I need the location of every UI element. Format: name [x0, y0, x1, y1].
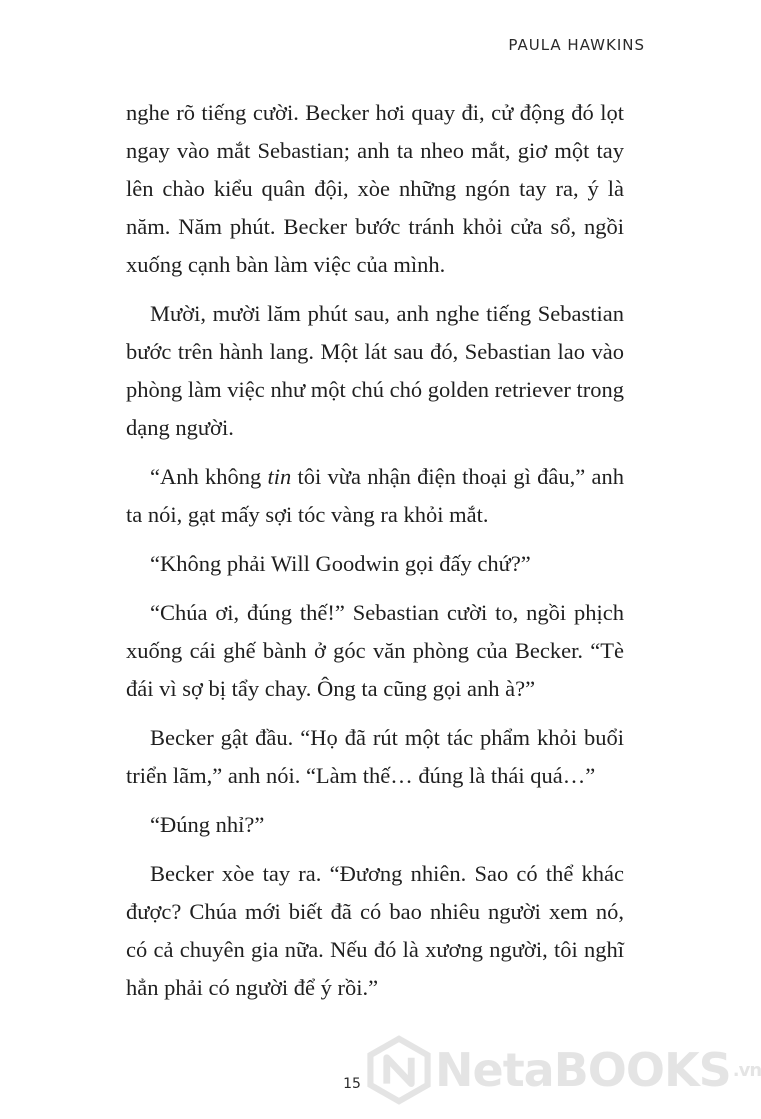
book-text [126, 94, 624, 1018]
page-number: 15 [343, 1076, 361, 1092]
netabooks-logo-icon [365, 1036, 433, 1104]
paragraph: “Không phải Will Goodwin gọi đấy chứ?” [150, 551, 531, 576]
emphasized-word: tin [267, 464, 292, 489]
paragraph-with-emphasis [126, 458, 624, 534]
watermark-suffix: .vn [732, 1059, 761, 1081]
running-header-author: PAULA HAWKINS [508, 36, 645, 54]
paragraph: Becker gật đầu. “Họ đã rút một tác phẩm khỏi buổi triển lãm,” anh nói. “Làm thế… đúng là thái quá…” [126, 725, 624, 788]
paragraph: nghe rõ tiếng cười. Becker hơi quay đi, cử động đó lọt ngay vào mắt Sebastian; anh ta nheo mắt, giơ một tay lên chào kiểu quân đội, xòe những ngón tay ra, ý là năm. Năm phút. Becker bước tránh khỏi cửa sổ, ngồi xuống cạnh bàn làm việc của mình. [126, 100, 624, 277]
watermark-brand: NetaBOOKS [435, 1043, 731, 1097]
paragraph: Mười, mười lăm phút sau, anh nghe tiếng Sebastian bước trên hành lang. Một lát sau đó, Sebastian lao vào phòng làm việc như một chú chó golden retriever trong dạng người. [126, 301, 624, 440]
paragraph: “Đúng nhỉ?” [150, 812, 265, 837]
paragraph: Becker xòe tay ra. “Đương nhiên. Sao có thể khác được? Chúa mới biết đã có bao nhiêu người xem nó, có cả chuyên gia nữa. Nếu đó là xương người, tôi nghĩ hẳn phải có người để ý rồi.” [126, 861, 624, 1000]
paragraph-text-part: “Anh không [150, 464, 268, 489]
paragraph-text-part: tôi vừa nhận điện thoại gì đâu,” anh ta nói, gạt mấy sợi tóc vàng ra khỏi mắt. [126, 464, 624, 527]
netabooks-watermark [365, 1030, 761, 1110]
paragraph: “Chúa ơi, đúng thế!” Sebastian cười to, ngồi phịch xuống cái ghế bành ở góc văn phòng của Becker. “Tè đái vì sợ bị tẩy chay. Ông ta cũng gọi anh à?” [126, 600, 624, 701]
